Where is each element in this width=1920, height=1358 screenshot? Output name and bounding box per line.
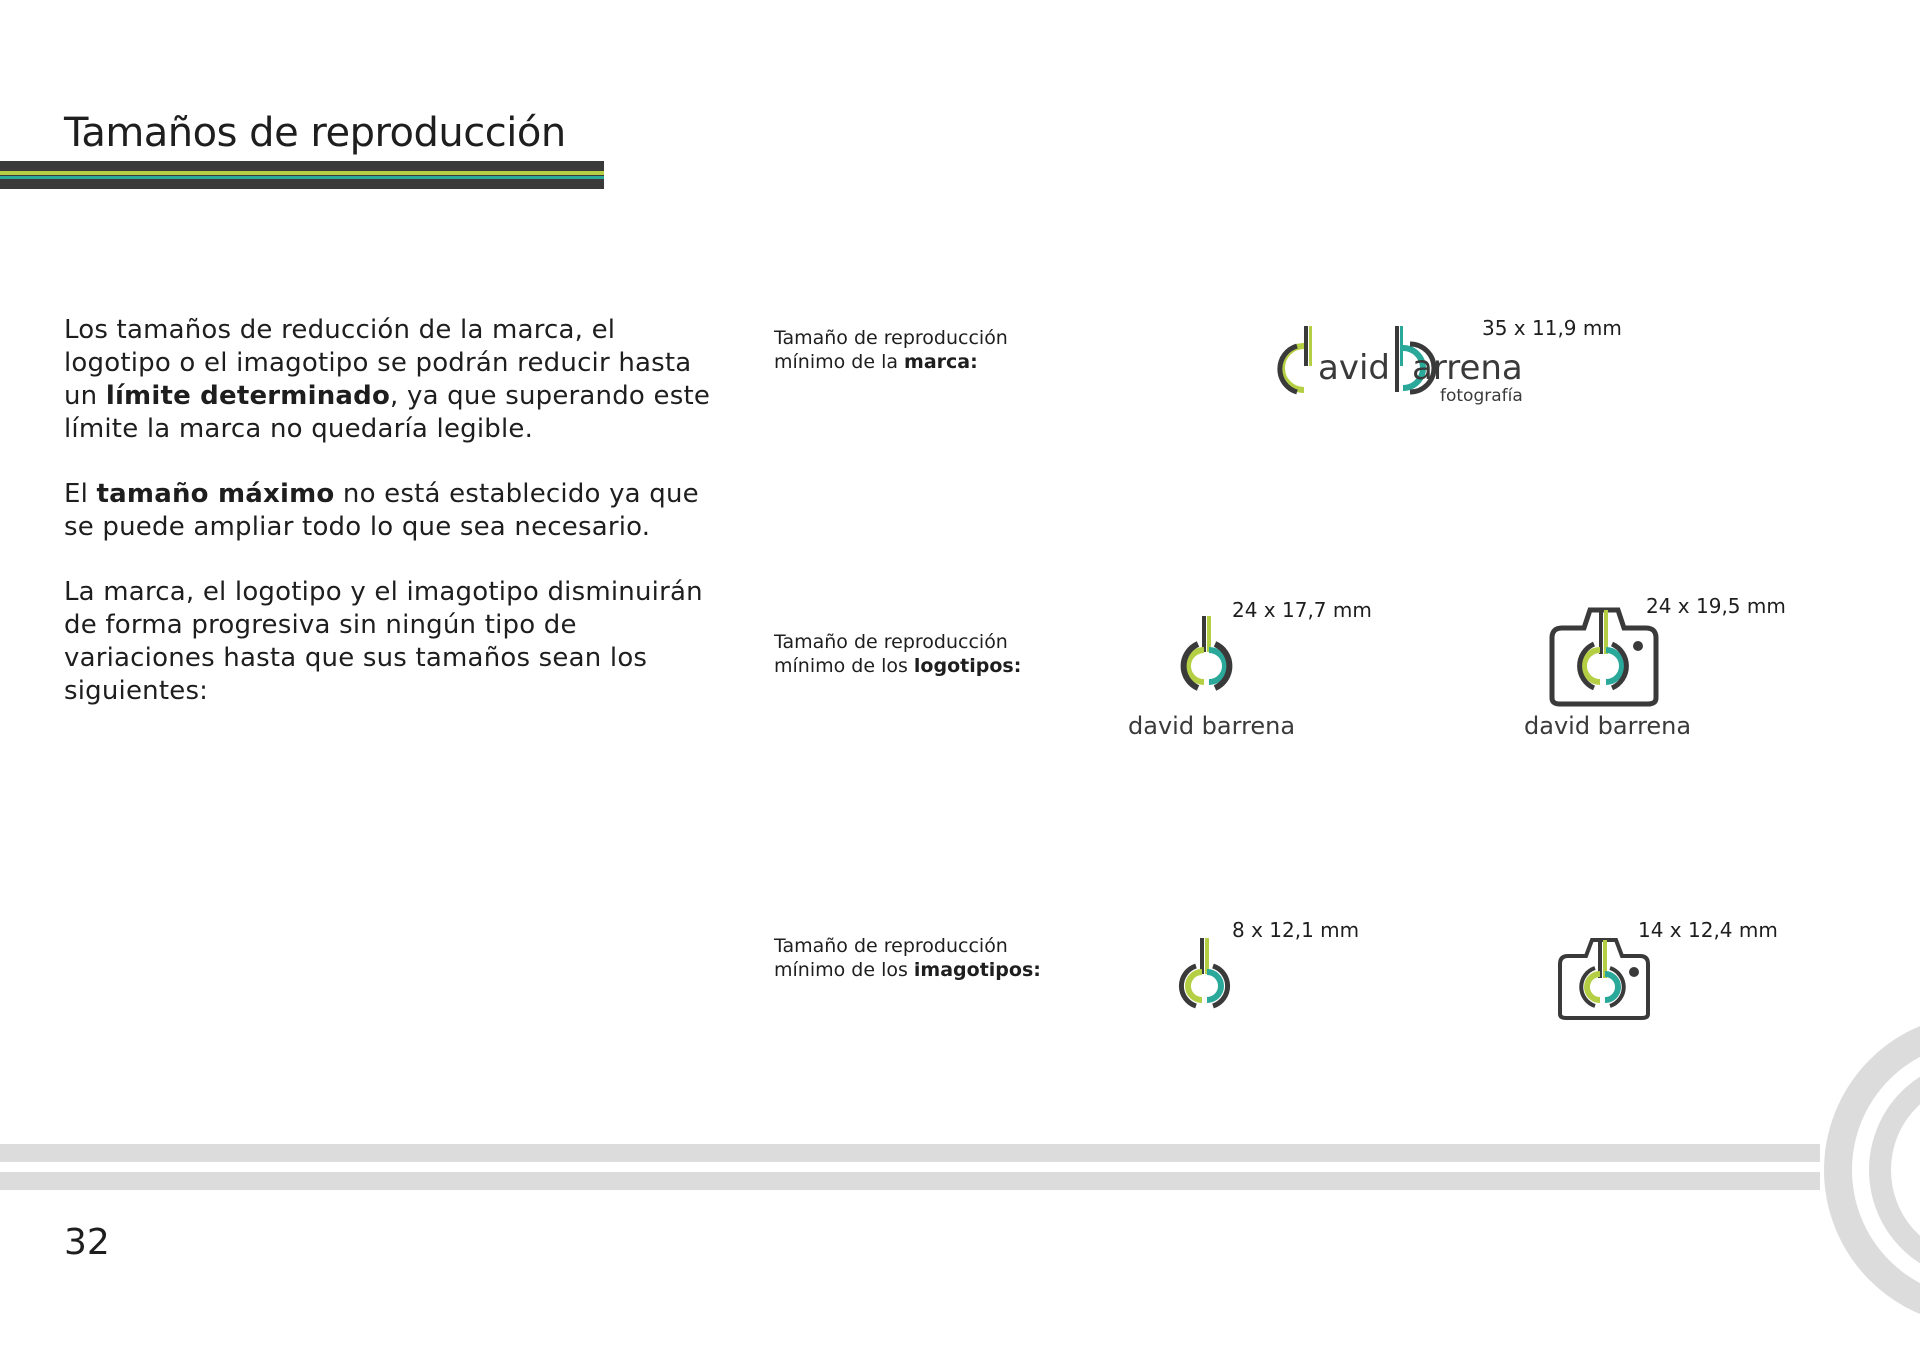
logotipo-b-wordmark: david barrena <box>1524 712 1692 740</box>
logotipos-label: Tamaño de reproducción mínimo de los logotipos: <box>774 631 1022 677</box>
intro-paragraph-2: El tamaño máximo no está establecido ya que se puede ampliar todo lo que sea necesario. <box>64 479 699 542</box>
imagotipo-b-dimension: 14 x 12,4 mm <box>1638 918 1778 942</box>
marca-dimension: 35 x 11,9 mm <box>1482 316 1622 340</box>
intro-paragraph-3: La marca, el logotipo y el imagotipo disminuirán de forma progresiva sin ningún tipo de variaciones hasta que sus tamaños sean los siguientes: <box>64 577 703 706</box>
marca-subtitle: fotografía <box>1440 386 1523 406</box>
logotipo-a-wordmark: david barrena <box>1128 712 1296 740</box>
logotipo-b-dimension: 24 x 19,5 mm <box>1646 594 1786 618</box>
header-stripe <box>0 161 604 189</box>
logotipo-a-dimension: 24 x 17,7 mm <box>1232 598 1372 622</box>
page-number: 32 <box>64 1222 110 1263</box>
marca-wordmark-part2: arrena <box>1412 348 1523 388</box>
marca-label: Tamaño de reproducción mínimo de la marca: <box>774 327 1008 373</box>
marca-wordmark-part1: avid <box>1318 348 1390 388</box>
imagotipo-a-dimension: 8 x 12,1 mm <box>1232 918 1360 942</box>
logotipo-a-icon <box>1176 616 1240 706</box>
imagotipo-a-icon <box>1176 938 1240 1018</box>
imagotipo-b-camera-icon <box>1556 936 1652 1022</box>
footer-decoration <box>0 1040 1920 1358</box>
intro-text <box>64 314 724 740</box>
imagotipos-label: Tamaño de reproducción mínimo de los imagotipos: <box>774 935 1041 981</box>
logotipo-b-camera-icon <box>1548 606 1660 706</box>
intro-paragraph-1: Los tamaños de reducción de la marca, el logotipo o el imagotipo se podrán reducir hasta un límite determinado, ya que superando este límite la marca no quedaría legible. <box>64 315 711 444</box>
page-title: Tamaños de reproducción <box>64 110 566 156</box>
